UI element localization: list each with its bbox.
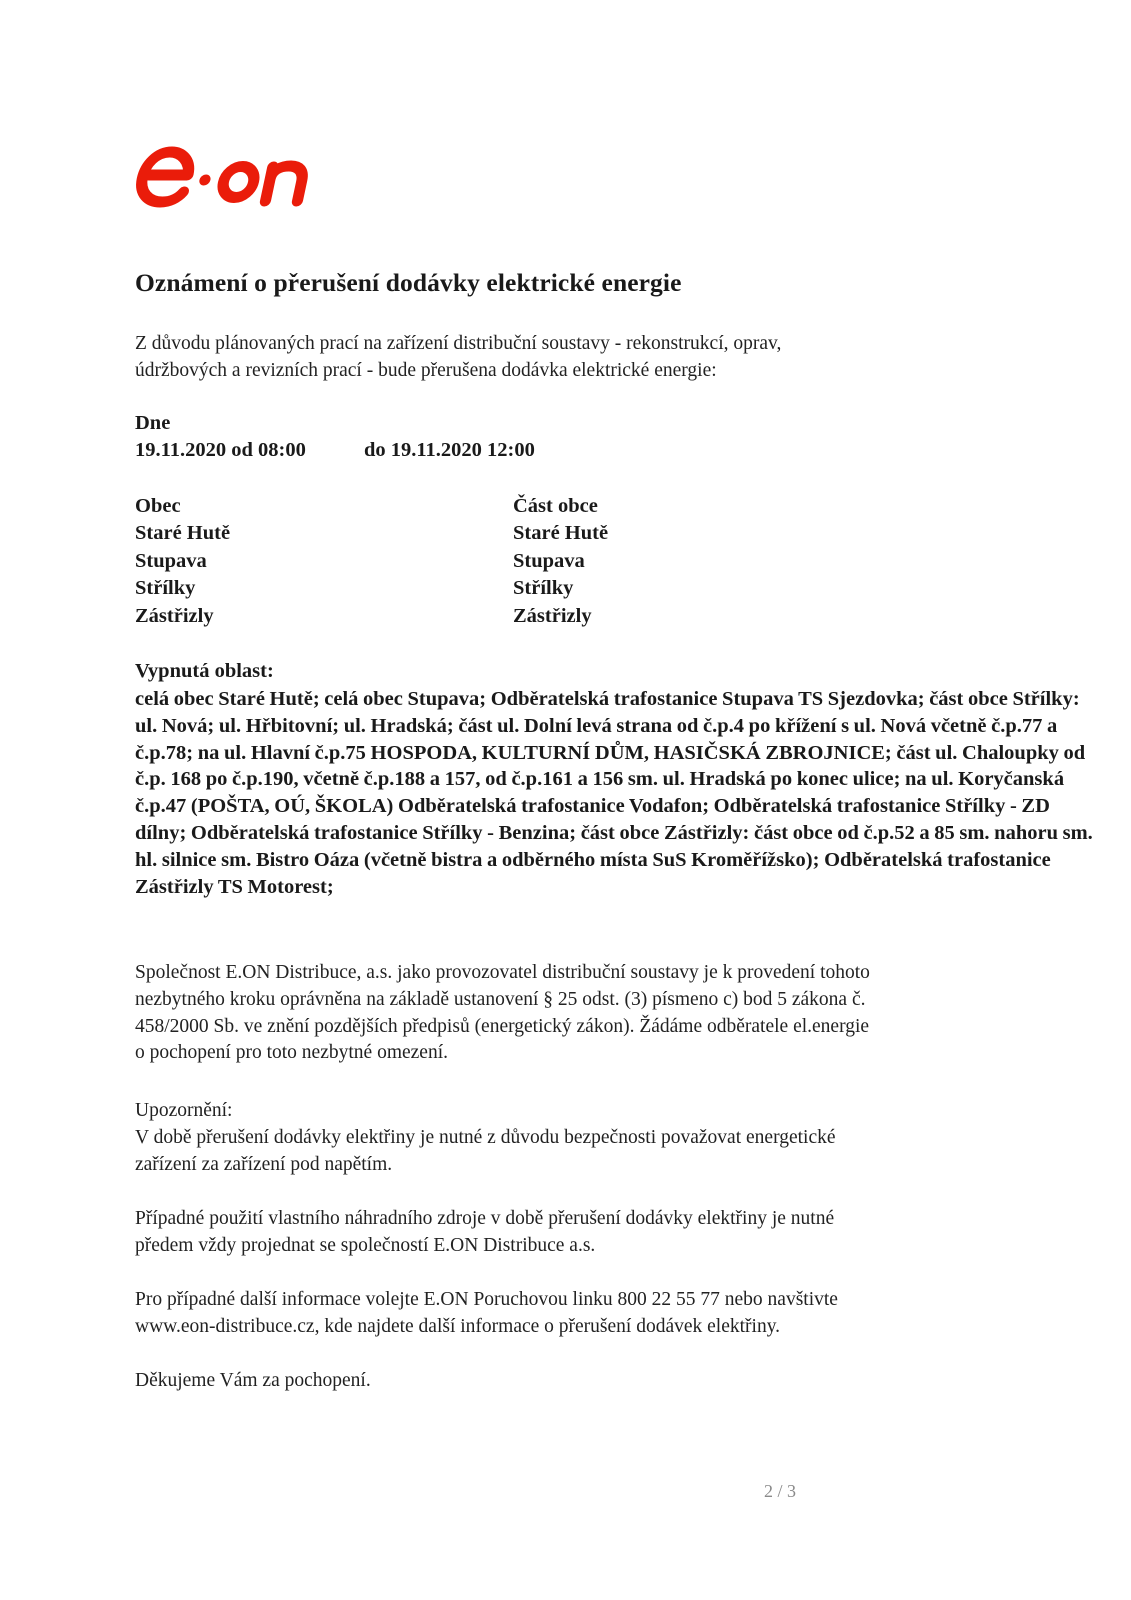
municipality-header: Obec xyxy=(135,495,181,517)
outage-time-range xyxy=(135,439,535,462)
contact-paragraph xyxy=(135,1287,1035,1341)
legal-line: o pochopení pro toto nezbytné omezení. xyxy=(135,1042,448,1064)
part-item: Stupava xyxy=(513,549,585,572)
outage-end: do 19.11.2020 12:00 xyxy=(364,439,535,461)
page-number: 2 / 3 xyxy=(764,1481,797,1501)
municipality-item: Staré Hutě xyxy=(135,522,231,545)
legal-line: 458/2000 Sb. ve znění pozdějších předpisů (energetický zákon). Žádáme odběratele el.energie xyxy=(135,1015,870,1037)
warning-paragraph xyxy=(135,1098,1035,1178)
backup-source-paragraph xyxy=(135,1206,1035,1260)
part-header: Část obce xyxy=(513,495,598,517)
municipality-item: Střílky xyxy=(135,577,196,600)
part-item: Zástřizly xyxy=(513,604,592,627)
outage-start: 19.11.2020 od 08:00 xyxy=(135,439,306,461)
e-on-logo xyxy=(133,142,338,212)
part-column xyxy=(513,493,608,630)
legal-line: Společnost E.ON Distribuce, a.s. jako provozovatel distribuční soustavy je k provedení tohoto xyxy=(135,962,870,983)
page-title: Oznámení o přerušení dodávky elektrické energie xyxy=(135,268,682,297)
thanks-text: Děkujeme Vám za pochopení. xyxy=(135,1370,371,1391)
legal-paragraph xyxy=(135,960,1035,1067)
intro-line: Z důvodu plánovaných prací na zařízení distribuční soustavy - rekonstrukcí, oprav, xyxy=(135,333,782,354)
date-label: Dne xyxy=(135,412,171,434)
legal-line: nezbytného kroku oprávněna na základě ustanovení § 25 odst. (3) písmeno c) bod 5 zákona č. xyxy=(135,988,866,1010)
municipality-column xyxy=(135,493,230,630)
intro-text xyxy=(135,330,1035,384)
backup-line: Případné použití vlastního náhradního zdroje v době přerušení dodávky elektřiny je nutné xyxy=(135,1208,835,1229)
warning-line: zařízení za zařízení pod napětím. xyxy=(135,1153,393,1175)
backup-line: předem vždy projednat se společností E.ON Distribuce a.s. xyxy=(135,1234,596,1256)
contact-line: Pro případné další informace volejte E.ON Poruchovou linku 800 22 55 77 nebo navštivte xyxy=(135,1289,838,1310)
part-item: Staré Hutě xyxy=(513,522,609,545)
affected-area-label: Vypnutá oblast: xyxy=(135,660,274,682)
municipality-item: Stupava xyxy=(135,549,207,572)
affected-area-text: celá obec Staré Hutě; celá obec Stupava; Odběratelská trafostanice Stupava TS Sjezdovka; část obce Střílky: ul. Nová; ul. Hřbitovní; ul. Hradská; část ul. Dolní levá strana od č.p.4 po křížení s ul. Nová včetně č.p.77 a č.p.78; na ul. Hlavní č.p.75 HOSPODA, KULTURNÍ DŮM, HASIČSKÁ ZBROJNICE; část ul. Chaloupky od č.p. 168 po č.p.190, včetně č.p.188 a 157, od č.p.161 a 156 sm. ul. Hradská po konec ulice; na ul. Koryčanská č.p.47 (POŠTA, OÚ, ŠKOLA) Odběratelská trafostanice Vodafon; Odběratelská trafostanice Střílky - ZD dílny; Odběratelská trafostanice Střílky - Benzina; část obce Zástřizly: část obce od č.p.52 a 85 sm. nahoru sm. hl. silnice sm. Bistro Oáza (včetně bistra a odběrného místa SuS Kroměřížsko); Odběratelská trafostanice Zástřizly TS Motorest; xyxy=(135,688,1093,898)
warning-label: Upozornění: xyxy=(135,1100,233,1121)
warning-line: V době přerušení dodávky elektřiny je nutné z důvodu bezpečnosti považovat energetické xyxy=(135,1126,836,1148)
municipality-item: Zástřizly xyxy=(135,604,214,627)
intro-line: údržbových a revizních prací - bude přerušena dodávka elektrické energie: xyxy=(135,360,717,381)
part-item: Střílky xyxy=(513,577,574,600)
contact-line: www.eon-distribuce.cz, kde najdete další informace o přerušení dodávek elektřiny. xyxy=(135,1315,781,1337)
